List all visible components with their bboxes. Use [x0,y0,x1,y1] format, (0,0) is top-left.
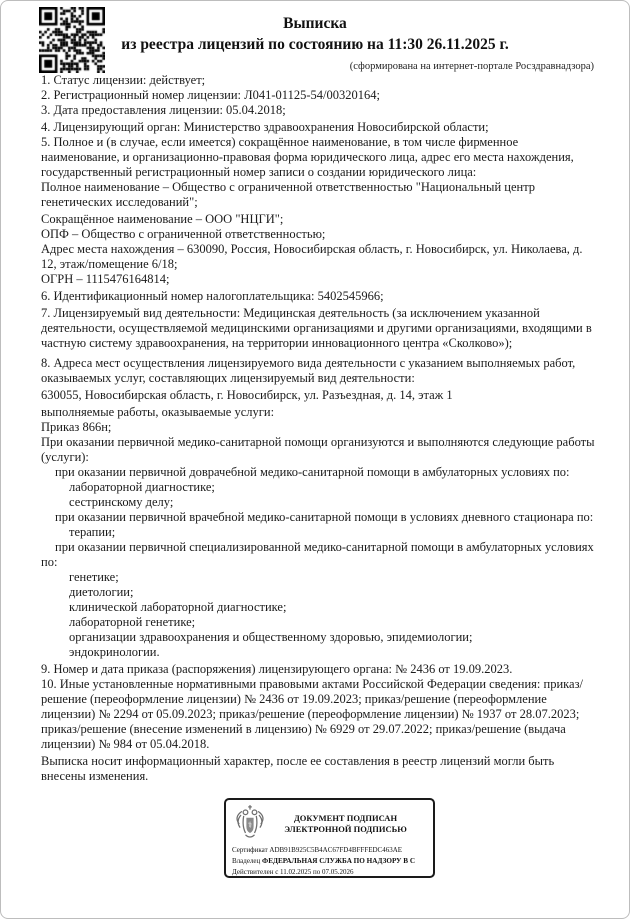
document-paragraph: ОГРН – 1115476164814; [41,272,170,286]
stamp-validity: Действителен с 11.02.2025 по 07.05.2026 [232,867,354,876]
document-paragraph: при оказании первичной врачебной медико-санитарной помощи в условиях дневного стационара по: [55,510,594,524]
document-paragraph: при оказании первичной доврачебной медико-санитарной помощи в амбулаторных условиях по: [55,465,570,479]
document-paragraph: 7. Лицензируемый вид деятельности: Медицинская деятельность (за исключением указанной деятельности, осуществляемой медицинскими организациями и другими организациями, входящими в частную систему здравоохранения, на территории инновационного центра «Сколково»); [41,306,592,350]
document-paragraph: диетологии; [69,585,134,599]
stamp-title: ДОКУМЕНТ ПОДПИСАН ЭЛЕКТРОННОЙ ПОДПИСЬЮ [284,813,407,834]
document-paragraph: при оказании первичной специализированной медико-санитарной помощи в амбулаторных условиях по: [41,540,594,569]
document-paragraph: Выписка носит информационный характер, после ее составления в реестр лицензий могли быть внесены изменения. [41,754,555,783]
stamp-owner: Владелец ФЕДЕРАЛЬНАЯ СЛУЖБА ПО НАДЗОРУ В С [232,856,416,865]
document-paragraph: 630055, Новосибирская область, г. Новосибирск, ул. Разъездная, д. 14, этаж 1 [41,388,453,402]
document-body [41,73,597,784]
document-paragraph: 3. Дата предоставления лицензии: 05.04.2018; [41,103,286,117]
document-paragraph: 10. Иные установленные нормативными правовыми актами Российской Федерации сведения: приказ/решение (переоформление лицензии) № 2436 от 19.09.2023; приказ/решение (переоформление лицензии) № 2294 от 05.09.2023; приказ/решение (переоформление лицензии) № 1937 от 28.07.2023; приказ/решение (внесение изменений в лицензию) № 6929 от 29.07.2022; приказ/решение (выдача лицензии) № 984 от 05.04.2018. [41,677,584,751]
svg-text:⚕: ⚕ [247,819,253,830]
document-paragraph: Сокращённое наименование – ООО "НЦГИ"; [41,212,284,226]
roszdravnadzor-eagle-icon [232,804,268,844]
document-paragraph: лабораторной диагностике; [69,480,215,494]
document-paragraph: 9. Номер и дата приказа (распоряжения) лицензирующего органа: № 2436 от 19.09.2023. [41,662,513,676]
document-paragraph: клинической лабораторной диагностике; [69,600,287,614]
generated-note: (сформирована на интернет-портале Росздравнадзора) [349,61,594,72]
document-paragraph: Адрес места нахождения – 630090, Россия, Новосибирская область, г. Новосибирск, ул. Николаева, д. 12, этаж/помещение 6/18; [41,242,583,271]
document-paragraph: 8. Адреса мест осуществления лицензируемого вида деятельности с указанием выполняемых работ, оказываемых услуг, составляющих лицензируемый вид деятельности: [41,356,576,385]
stamp-certificate: Сертификат ADB91B925C5B4AC67FD4BFFFEDC463AE [232,845,403,854]
digital-signature-stamp [224,798,435,878]
document-paragraph: терапии; [69,525,116,539]
document-paragraph: При оказании первичной медико-санитарной помощи организуются и выполняются следующие работы (услуги): [41,435,595,464]
document-title: Выписка [283,15,347,32]
document-paragraph: лабораторной генетике; [69,615,196,629]
document-paragraph: 4. Лицензирующий орган: Министерство здравоохранения Новосибирской области; [41,120,489,134]
document-paragraph: 1. Статус лицензии: действует; [41,73,206,87]
document-paragraph: ОПФ – Общество с ограниченной ответственностью; [41,227,326,241]
document-paragraph: 5. Полное и (в случае, если имеется) сокращённое наименование, в том числе фирменное наименование, и организационно-правовая форма юридического лица, адрес его места нахождения, государственный регистрационный номер записи о создании юридического лица: [41,135,574,179]
document-paragraph: Полное наименование – Общество с ограниченной ответственностью "Национальный центр генетических исследований"; [41,180,536,209]
document-header [1,13,629,55]
document-paragraph: 2. Регистрационный номер лицензии: Л041-01125-54/00320164; [41,88,380,102]
document-paragraph: эндокринологии. [69,645,160,659]
document-paragraph: 6. Идентификационный номер налогоплательщика: 5402545966; [41,289,384,303]
stamp-header [232,804,427,844]
document-paragraph: выполняемые работы, оказываемые услуги: [41,405,275,419]
document-paragraph: сестринскому делу; [69,495,174,509]
document-paragraph: Приказ 866н; [41,420,112,434]
document-subtitle: из реестра лицензий по состоянию на 11:30 26.11.2025 г. [121,36,509,53]
document-paragraph: организации здравоохранения и общественному здоровью, эпидемиологии; [69,630,473,644]
document-paragraph: генетике; [69,570,119,584]
